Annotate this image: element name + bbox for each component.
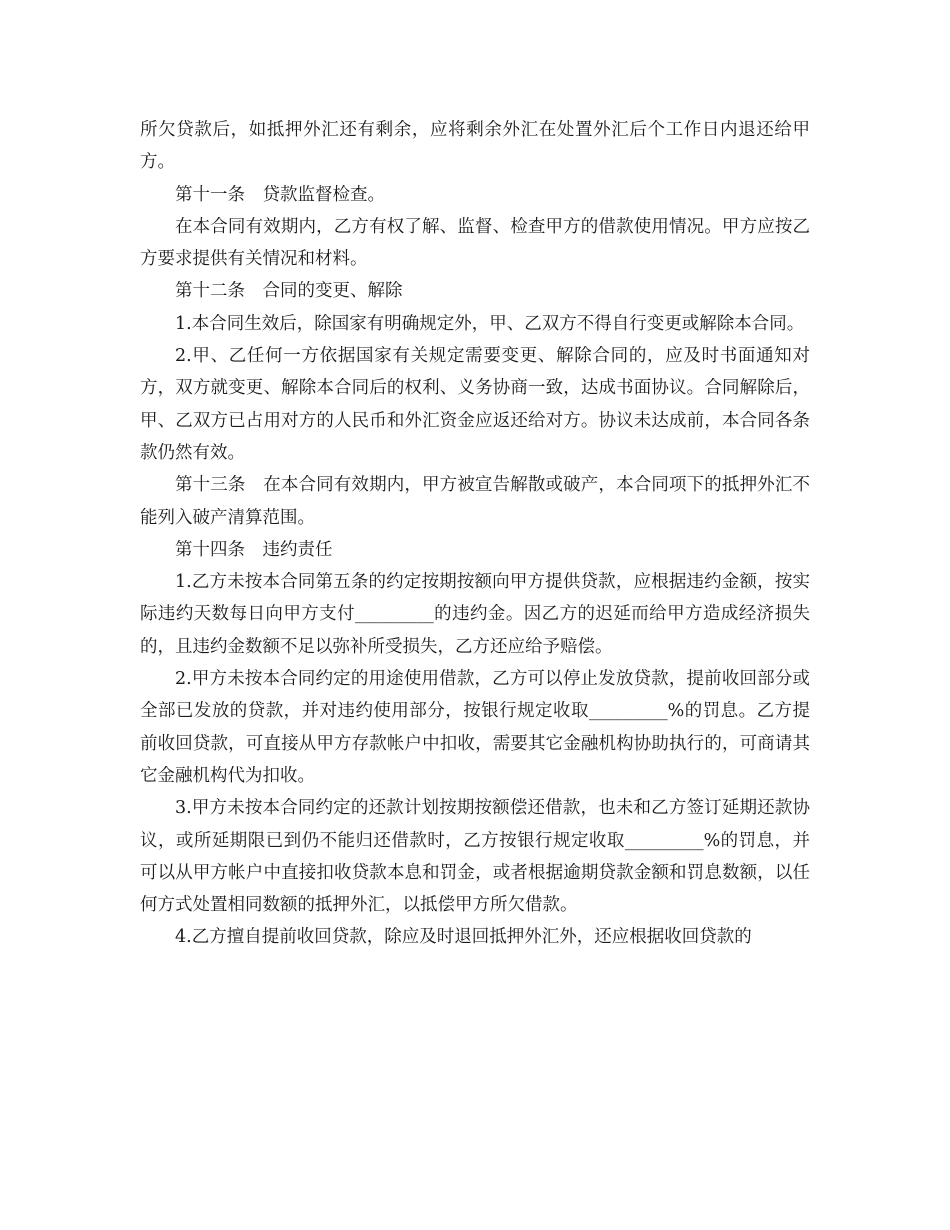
article-13-heading: 第十三条 在本合同有效期内，甲方被宣告解散或破产，本合同项下的抵押外汇不能列入破产清算范围。 <box>140 475 810 528</box>
article-14-heading: 第十四条 违约责任 <box>175 539 333 560</box>
paragraph: 所欠贷款后，如抵押外汇还有剩余，应将剩余外汇在处置外汇后个工作日内退还给甲方。 <box>140 120 810 173</box>
clause-item: 1.乙方未按本合同第五条的约定按期按额向甲方提供贷款，应根据违约金额，按实际违约天数每日向甲方支付_________的违约金。因乙方的迟延而给甲方造成经济损失的，且违约金数额不足以弥补所受损失，乙方还应给予赔偿。 <box>140 572 810 657</box>
clause-item: 2.甲方未按本合同约定的用途使用借款，乙方可以停止发放贷款，提前收回部分或全部已发放的贷款，并对违约使用部分，按银行规定收取_________%的罚息。乙方提前收回贷款，可直接从甲方存款帐户中扣收，需要其它金融机构协助执行的，可商请其它金融机构代为扣收。 <box>140 669 810 786</box>
article-12-heading: 第十二条 合同的变更、解除 <box>175 281 403 302</box>
paragraph: 在本合同有效期内，乙方有权了解、监督、检查甲方的借款使用情况。甲方应按乙方要求提供有关情况和材料。 <box>140 216 810 270</box>
clause-item: 2.甲、乙任何一方依据国家有关规定需要变更、解除合同的，应及时书面通知对方，双方就变更、解除本合同后的权利、义务协商一致，达成书面协议。合同解除后，甲、乙双方已占用对方的人民币和外汇资金应返还给对方。协议未达成前，本合同各条款仍然有效。 <box>140 346 810 463</box>
clause-item: 3.甲方未按本合同约定的还款计划按期按额偿还借款，也未和乙方签订延期还款协议，或所延期限已到仍不能归还借款时，乙方按银行规定收取_________%的罚息，并可以从甲方帐户中直接扣收贷款本息和罚金，或者根据逾期贷款金额和罚息数额，以任何方式处置相同数额的抵押外汇，以抵偿甲方所欠借款。 <box>140 798 810 916</box>
clause-item: 1.本合同生效后，除国家有明确规定外，甲、乙双方不得自行变更或解除本合同。 <box>175 313 805 334</box>
article-11-heading: 第十一条 贷款监督检查。 <box>175 184 385 205</box>
clause-item: 4.乙方擅自提前收回贷款，除应及时退回抵押外汇外，还应根据收回贷款的 <box>175 927 752 948</box>
document-body <box>140 114 810 954</box>
